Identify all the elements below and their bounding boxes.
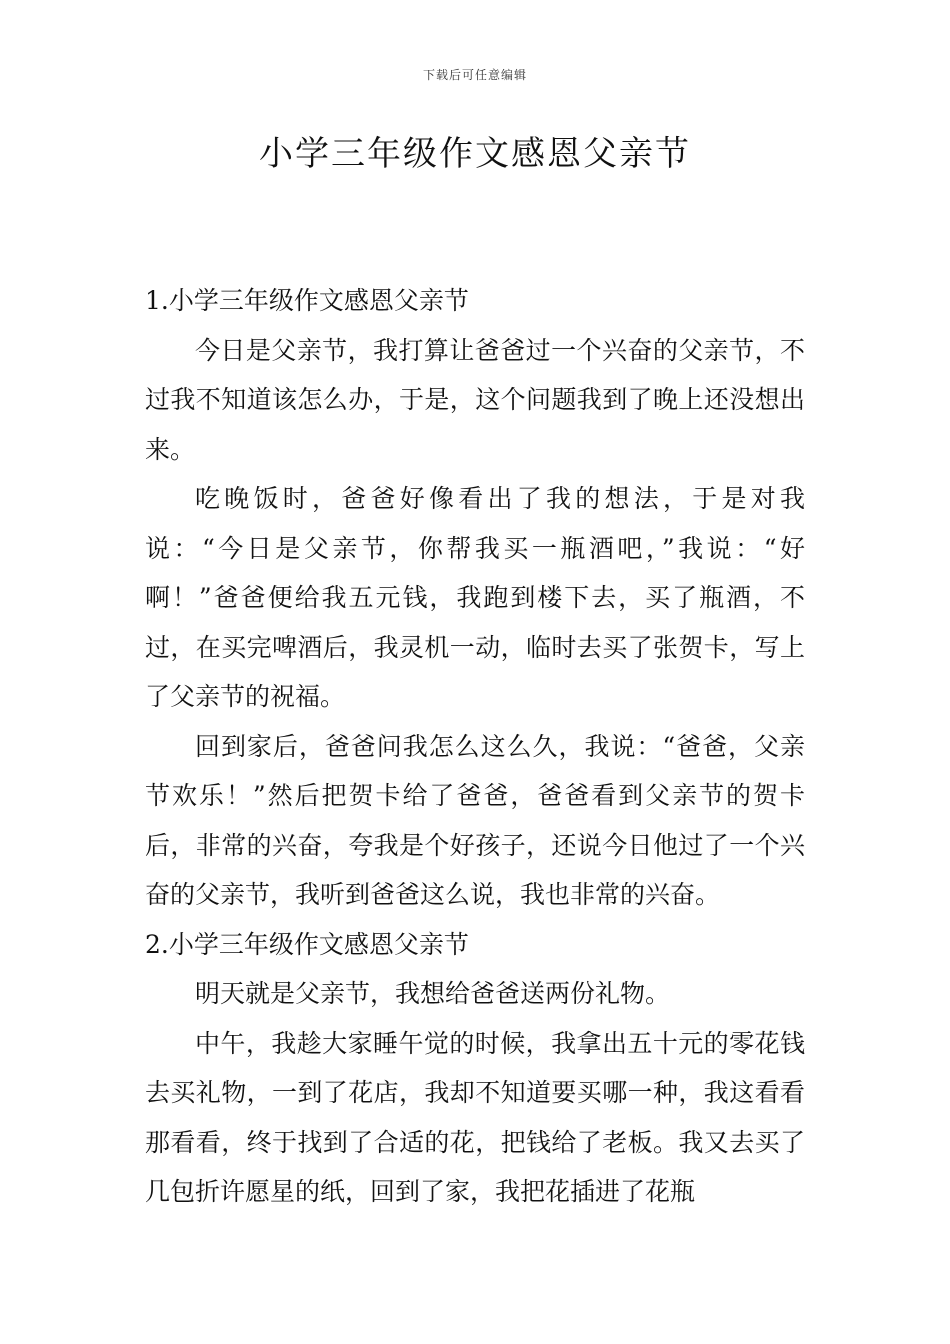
- paragraph: 回到家后，爸爸问我怎么这么久，我说：“爸爸，父亲节欢乐！”然后把贺卡给了爸爸，爸爸看到父亲节的贺卡后，非常的兴奋，夸我是个好孩子，还说今日他过了一个兴奋的父亲节，我听到爸爸这么说，我也非常的兴奋。: [145, 731, 805, 909]
- document-title: 小学三年级作文感恩父亲节: [259, 134, 691, 174]
- header-note: 下载后可任意编辑: [422, 68, 527, 82]
- document-body: [145, 276, 805, 1217]
- section-heading: 1.小学三年级作文感恩父亲节: [145, 286, 469, 315]
- paragraph: 吃晚饭时，爸爸好像看出了我的想法，于是对我说：“今日是父亲节，你帮我买一瓶酒吧，”我说：“好啊！”爸爸便给我五元钱，我跑到楼下去，买了瓶酒，不过，在买完啤酒后，我灵机一动，临时去买了张贺卡，写上了父亲节的祝福。: [145, 484, 805, 711]
- paragraph: 今日是父亲节，我打算让爸爸过一个兴奋的父亲节，不过我不知道该怎么办，于是，这个问题我到了晚上还没想出来。: [145, 335, 805, 464]
- paragraph: 明天就是父亲节，我想给爸爸送两份礼物。: [195, 979, 671, 1008]
- section-heading: 2.小学三年级作文感恩父亲节: [145, 929, 469, 959]
- paragraph: 中午，我趁大家睡午觉的时候，我拿出五十元的零花钱去买礼物，一到了花店，我却不知道要买哪一种，我这看看那看看，终于找到了合适的花，把钱给了老板。我又去买了几包折许愿星的纸，回到了家，我把花插进了花瓶: [145, 1028, 805, 1206]
